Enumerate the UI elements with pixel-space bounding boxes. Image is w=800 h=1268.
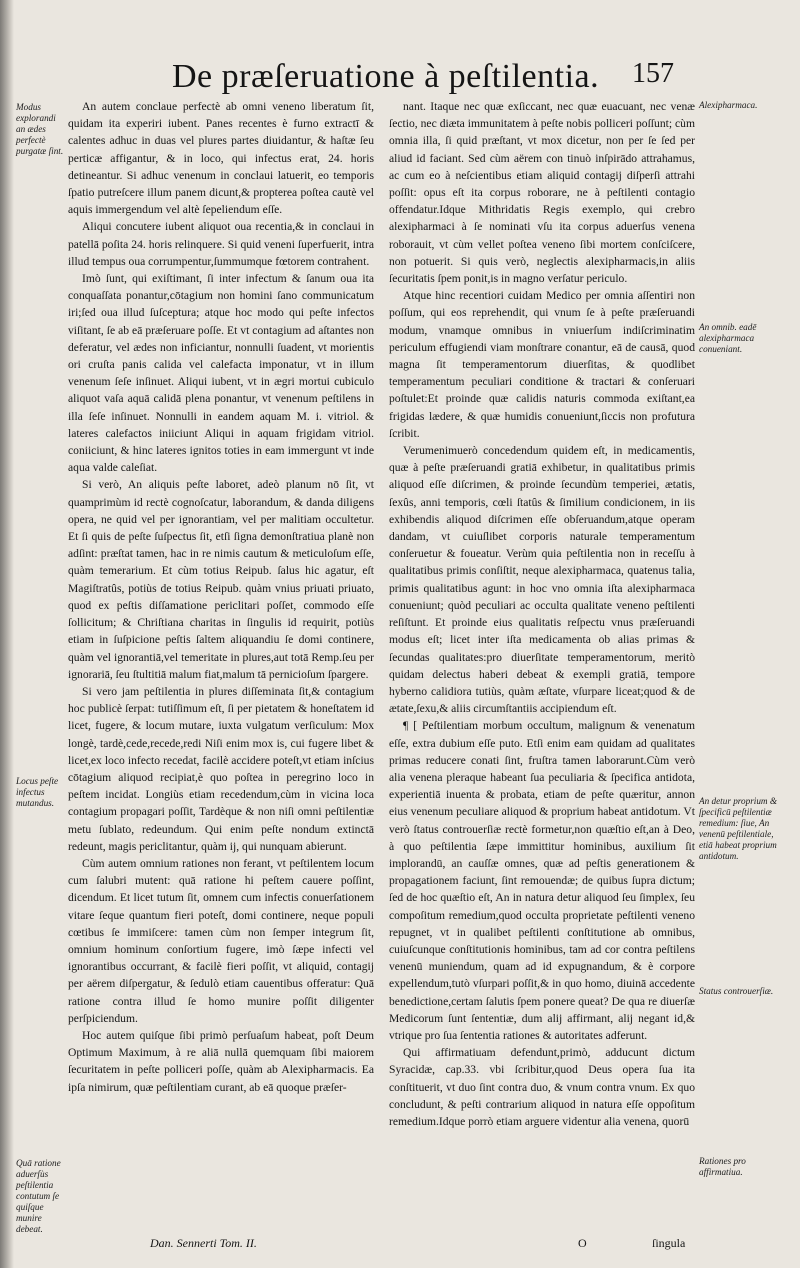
paragraph: Cùm autem omnium rationes non ferant, vt peſtilentem locum cum ſalubri mutent: quā ratione hi peſtem cauere poſſint, dicendum. Et licet tutum ſit, omnem cum infectis conuerſationem vitare ſeque quantum fieri poteſt, domi continere, neque populi cœtibus ſe immiſcere: tamen cùm non ſemper integrum ſit, omnium hominum conſortium fugere, imò ſæpe infecti vel ignorantibus occurrant, & facilè fieri poſſit, vt aliquid, contagij per aërem diſpergatur, & ſedulò etiam cauentibus offeratur: Quā ratione contra illud ſe homo munire poſſit diligenter perſpiciendum. (68, 856, 374, 1025)
margin-note: Modus explorandi an ædes perfectè purgatæ ſint. (16, 102, 64, 156)
margin-note: Alexipharmaca. (699, 100, 758, 110)
paragraph: ¶ [ Peſtilentiam morbum occultum, malignum & venenatum eſſe, extra dubium eſſe puto. Etſi enim eam quidam ad qualitates primas reducere conati ſint, fruſtra tamen laborarunt.Cùm verò alia venena pleraque habeant ſua peculiaria & ſpecifica antidota, experientiā inuenta & probata, etiam de peſte quæritur, annon eius venenum peculiare aliquod & proprium habeat antidotum. Vt verò ſtatus controuerſiæ rectè formetur,non quæſtio eſt,an à Deo, à quo peſtilentia ſæpe immittitur hominibus, auxilium ſit implorandū, an cauſſæ omnes, quæ ad peſtis generationem & propagationem faciunt, ſint remouendæ; de quibus ſupra dictum; ſed de hoc quæſtio eſt, An in natura detur aliquod ſeu ſimplex, ſeu compoſitum remedium,quod occulta proprietate peſtilenti veneno repugnet, vt in qualibet peſtilenti conſtitutione ab omnibus, cuiuſcunque conſtitutionis hominibus, tam ad cor contra peſtilens venenū muniendum, quam ad id expugnandum, & è corpore expellendum,tutò vſurpari poſſit,& in quo homo, diuinā accedente benedictione,certam ſalutis ſpem ponere queat? De qua re diuerſæ Medicorum ſunt ſententiæ, dum alij affirmant, alij negant id,& vtrique pro ſua ſententia rationes & autoritates adferunt. (389, 719, 695, 1042)
footer-signature: Dan. Sennerti Tom. II. (150, 1236, 257, 1250)
paragraph: Si vero jam peſtilentia in plures diſſeminata ſit,& contagium hoc publicè ſerpat: tutiſſimum eſt, ſi per pietatem & honeſtatem id licet, fugere, & locum mutare, iuxta vulgatum verſiculum: Mox longè, tardè,cede,recede,redi Niſi enim mox is, cui fugere libet & licet,ex loco infecto recedat, facilè accidere poteſt,vt etiam inſcius cōtagium aliquod recipiat,è quo poſtea in peregrino loco in peſtem incidat. Longiùs etiam recedendum,cùm in vicina loca contagium propagari poſſit, Tardèque & non niſi omni peſtilentiæ metu ſublato, redeundum. Qui enim peſte nondum extinctā redeunt, magis periclitantur, quàm ij, qui nunquam abierunt. (68, 684, 374, 853)
paragraph: An autem conclaue perfectè ab omni veneno liberatum ſit, quidam ita experiri iubent. Panes recentes è furno extractī & calentes adhuc in duas vel plures partes diuidantur, & haſtæ ſeu perticæ affigantur, & in loco, qui infectus erat, 24. horis detineantur. Si adhuc venenum in conclaui latuerit, eo temporis ſpatio putreſcere illum panem dicunt,& propterea poſtea cautè vel aquis immergendum vel altè ſepeliendum eſſe. (68, 100, 374, 217)
signature-mark: O (578, 1236, 587, 1250)
paragraph: Qui affirmatiuam defendunt,primò, adducunt dictum Syracidæ, cap.33. vbi ſcribitur,quod Deus opera ſua ita conſtituerit, vt duo ſint contra duo, & vnum contra vnum. Ex quo concludunt, & peſti contrarium aliquod in natura eſſe oppoſitum remedium.Idque porrò etiam arguere videntur alia venena, quorū (389, 1046, 695, 1128)
paragraph: Verumenimuerò concedendum quidem eſt, in medicamentis, quæ à peſte præſeruandi gratiā exhibetur, in qualitatibus primis aliquod eſſe diſcrimen, & proinde ſecundùm temperiei, ætatis, ſexûs, anni temporis, cœli ſtatûs & ſimilium condicionem, in iis exhibendis aliquod diſcrimen eſſe obſeruandum,atque operam dandam, vt cuiuſlibet corporis naturale temperamentum conſeruetur & foueatur. Verùm quia peſtilentia non in receſſu à qualitatibus primis conſiſtit, neque alexipharmaca, quatenus talia, primis qualitatibus agunt: in hoc vno omnia iſta alexipharmaca conueniunt; quòd peculiari ac occulta qualitate veneno peſtilenti reſiſtunt. Et proinde eius qualitatis reſpectu vnus præſeruandi modus eſt; licet inter iſta medicamenta ob alias primas & ſecundas qualitates:pro diuerſitate temperamentorum, meritò quidam delectus haberi debeat & exempli gratiā, tempore hyberno calidiora tutiùs, quàm æſtate, vſurpare liceat;quod & de ætate,ſexu,& aliis circumſtantiis accipiendum eſt. (389, 444, 695, 716)
right-column (389, 98, 695, 1130)
page-number: 157 (632, 58, 674, 89)
margin-note: Rationes pro affirmatiua. (699, 1156, 746, 1177)
paragraph: Aliqui concutere iubent aliquot oua recentia,& in conclaui in patellā poſita 24. horis relinquere. Si quid veneni ſuperfuerit, intra illud tempus oua corrumpentur,ſummumque fœtorem contrahent. (68, 220, 374, 268)
catchword: ſingula (652, 1236, 686, 1250)
paragraph: Hoc autem quiſque ſibi primò perſuaſum habeat, poſt Deum Optimum Maximum, à re aliā nullā quemquam ſibi maiorem ſecuritatem in peſte polliceri poſſe, quàm ab Alexipharmacis. Ea ipſa nimirum, quæ peſtilentiam curant, ab eā quoque præſer- (68, 1028, 374, 1094)
margin-note: Quā ratione aduerſùs peſtilentia contutum ſe quiſque munire debeat. (16, 1158, 61, 1234)
left-column (68, 98, 374, 1096)
margin-note: Status controuerſiæ. (699, 986, 774, 996)
paragraph: Si verò, An aliquis peſte laboret, adeò planum nō ſit, vt quamprimùm id rectè cognoſcatur, laborandum, & danda diligens opera, ne quid vel per ignorantiam, vel per malitiam occultetur. Et ſi quis de peſte ſuſpectus ſit, etſi ſigna demonſtratiua planè non adſint: præſtat tamen, hac in re nimis cautum & meticuloſum eſſe, quàm temerarium. Et cùm totius Reipub. ſalus hic agatur, eſt Magiſtratûs, potiùs de totius Reipub. quàm vnius priuati priuato, quod ex peſtis diſſamatione periclitari poſſet, commodo eſſe ſollicitum; & Chriſtiana charitas in ſingulis id requirit, potiùs etiam in ſuſpicione peſtis ſaltem aliquandiu ſe domi continere, quàm vel ignorantiā,vel temeritate in plures,aut totā Remp.ſeu per ignorariā, ſeu ſtultitiā malum fiat,malum tā pernicioſum ſpargere. (68, 478, 374, 681)
margin-note: An omnib. eadē alexipharmaca conueniant. (699, 322, 757, 354)
binding-shadow (0, 0, 14, 1268)
margin-note: Locus peſte infectus mutandus. (16, 776, 59, 808)
paragraph: nant. Itaque nec quæ exſiccant, nec quæ euacuant, nec venæ ſectio, nec diæta immunitatem à peſte nobis polliceri poſſunt; cùm omnia illa, ſi quid præſtant, vt mox dicetur, non per ſe ſed per aliud id faciant. Sed cùm aërem con tinuò inſpirādo attrahamus, ac cum eo à neſcientibus etiam aliquid contagij diſperſi attrahi poſſit: opus eſt ita corpus roborare, ne à peſtilenti contagio offendatur.Idque Mithridatis Regis exemplo, qui crebro alexipharmaci à ſe nominati vſu ita corpus aduerſus venena roborauit, vt cùm vellet poſtea veneno ſibi mortem conſciſcere, non potuerit. Si quis verò, neglectis alexipharmacis,in aliis ſecuritatis ſpem ponit,is in magno verſatur periculo. (389, 100, 695, 286)
margin-note: An detur proprium & ſpecificū peſtilentiæ remedium: ſiue, An venenū peſtilentiale, etiā habeat proprium antidotum. (699, 796, 778, 861)
running-title: De præſeruatione à peſtilentia. (172, 58, 600, 95)
paragraph: Imò ſunt, qui exiſtimant, ſi inter infectum & ſanum oua ita conquaſſata ponantur,cōtagium non homini ſano communicatum iri;ſed oua illud ſuſceptura; atque hoc modo qui peſte infectos viſitant, ſe ab eā præſeruare poſſe. Et vt contagium ad aſtantes non deferatur, vel ædes non inficiantur, nonnulli ſuadent, vt morientis ori cruſta panis calida vel calefacta imponatur, vt in illum venenum ſeſe inſinuet. Aliqui iubent, vt in ægri mortui cubiculo aliquot vaſa aquā calidā plena ponantur, vt venenum peſtilens in illa ſeſe inſinuet. Nonnulli in eandem aquam M. i. vitriol. & lateres calefactos iniiciunt Aliqui in aquam frigidam vitriol. coniiciunt, & hinc lateres ignitos toties in eam immergunt vt inde aqua valde caleſiat. (68, 272, 374, 475)
paragraph: Atque hinc recentiori cuidam Medico per omnia aſſentiri non poſſum, qui eos reprehendit, qui vnum ſe à peſte præſeruandi modum, vnamque omnibus in vniuerſum indiſcriminatim periculum effugiendi viam monſtrare conantur, eā de causā, quod magna ſit temperamentorum diuerſitas, & quodlibet temperamentum peculiari conditione & tractari & conſeruari poſtulet:Et proinde quæ calidis naturis commoda exiſtant,ea frigidas lædere, & quæ humidis conueniunt,ſiccis non profutura ſcribit. (389, 289, 695, 440)
